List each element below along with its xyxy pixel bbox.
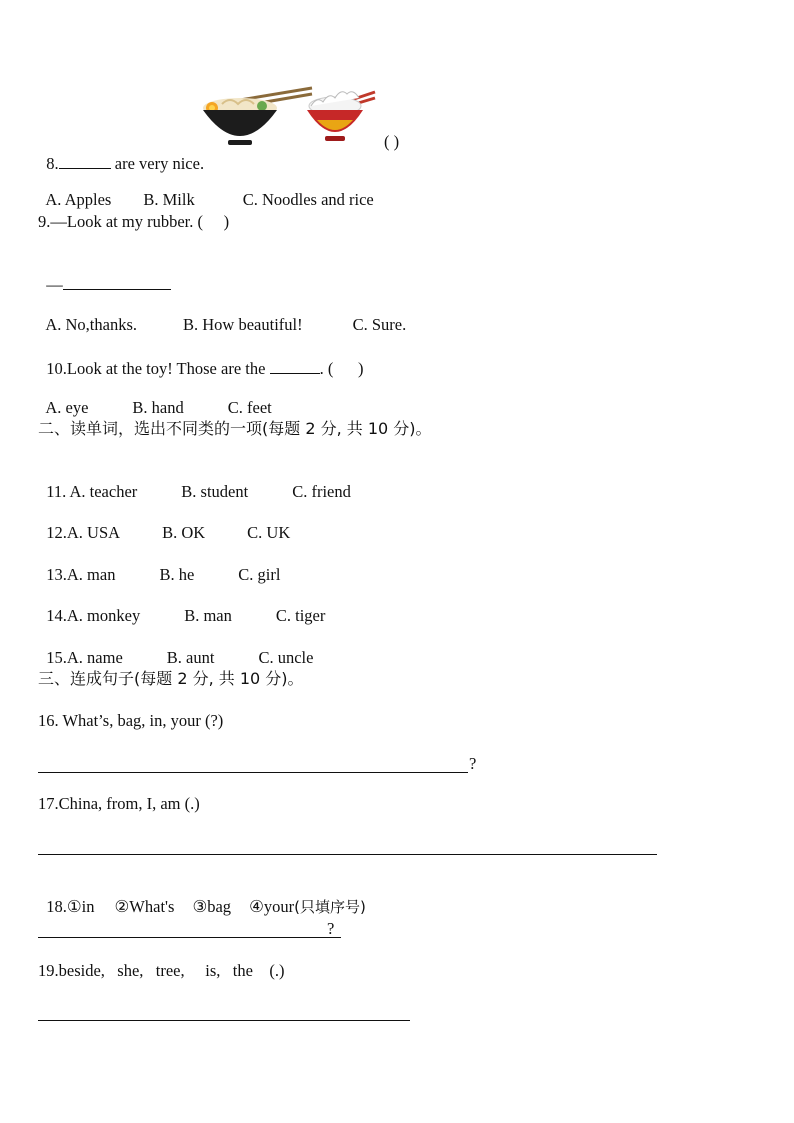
q18-word-1: ①in [66, 897, 95, 916]
q15-option-b: B. aunt [166, 648, 215, 667]
q18-number: 18. [46, 897, 67, 916]
q13-option-c: C. girl [238, 565, 281, 584]
question-19: 19.beside, she, tree, is, the (.) [38, 961, 285, 980]
q18-question-mark: ? [327, 919, 335, 938]
q9-option-a: A. No,thanks. [45, 315, 138, 334]
q10-blank [270, 357, 320, 374]
q9-option-b: B. How beautiful! [183, 315, 303, 334]
q13-option-a: 13.A. man [46, 565, 116, 584]
question-11 [38, 462, 351, 502]
q18-word-4: ④your [249, 897, 295, 916]
question-16: 16. What’s, bag, in, your (?) [38, 711, 224, 730]
question-15 [38, 628, 313, 668]
q12-option-c: C. UK [247, 523, 291, 542]
noodle-bowl-icon [200, 82, 315, 150]
q9-dash: — [46, 275, 63, 294]
question-14 [38, 586, 325, 626]
q11-option-b: B. student [181, 482, 249, 501]
q8-option-c: C. Noodles and rice [242, 190, 374, 209]
q17-answer-line[interactable] [38, 854, 657, 855]
q8-number: 8. [46, 154, 59, 173]
q8-option-a: A. Apples [45, 190, 112, 209]
question-9: 9.—Look at my rubber. ( ) [38, 212, 230, 231]
question-13 [38, 545, 280, 585]
q14-option-b: B. man [184, 606, 232, 625]
q16-question-mark: ? [469, 754, 477, 773]
question-17: 17.China, from, I, am (.) [38, 794, 200, 813]
q19-answer-line[interactable] [38, 1020, 410, 1021]
q9-blank [63, 273, 171, 290]
q10-option-a: A. eye [45, 398, 89, 417]
q18-answer-line[interactable] [38, 937, 341, 938]
q8-option-b: B. Milk [143, 190, 195, 209]
q14-option-c: C. tiger [275, 606, 326, 625]
question-10 [38, 337, 364, 379]
q10-stem-a: 10.Look at the toy! Those are the [46, 359, 270, 378]
question-18 [38, 877, 366, 917]
q15-option-c: C. uncle [258, 648, 314, 667]
q15-option-a: 15.A. name [46, 648, 123, 667]
q10-option-b: B. hand [132, 398, 184, 417]
q8-options [38, 170, 374, 210]
q9-options [38, 295, 406, 335]
q16-answer-line[interactable] [38, 772, 468, 773]
q10-options [38, 378, 272, 418]
q9-option-c: C. Sure. [352, 315, 407, 334]
q14-option-a: 14.A. monkey [46, 606, 141, 625]
rice-bowl-icon [303, 86, 378, 144]
q8-stem: are very nice. [110, 154, 205, 173]
q11-option-c: C. friend [292, 482, 351, 501]
question-8 [38, 132, 204, 174]
q18-word-2: ②What's [114, 897, 175, 916]
section-3-title: 三、连成句子(每题 2 分, 共 10 分)。 [38, 669, 304, 688]
q12-option-b: B. OK [162, 523, 206, 542]
q8-blank [59, 152, 111, 169]
question-12 [38, 503, 290, 543]
q18-note: (只填序号) [294, 898, 366, 916]
q13-option-b: B. he [159, 565, 195, 584]
q18-word-3: ③bag [192, 897, 232, 916]
q11-option-a: 11. A. teacher [46, 482, 138, 501]
q10-option-c: C. feet [227, 398, 272, 417]
q9-answer-line [38, 253, 171, 295]
q10-stem-b: . ( ) [319, 359, 364, 378]
q8-answer-paren: ( ) [384, 132, 400, 151]
q12-option-a: 12.A. USA [46, 523, 121, 542]
section-2-title: 二、读单词，选出不同类的一项(每题 2 分, 共 10 分)。 [38, 419, 432, 438]
